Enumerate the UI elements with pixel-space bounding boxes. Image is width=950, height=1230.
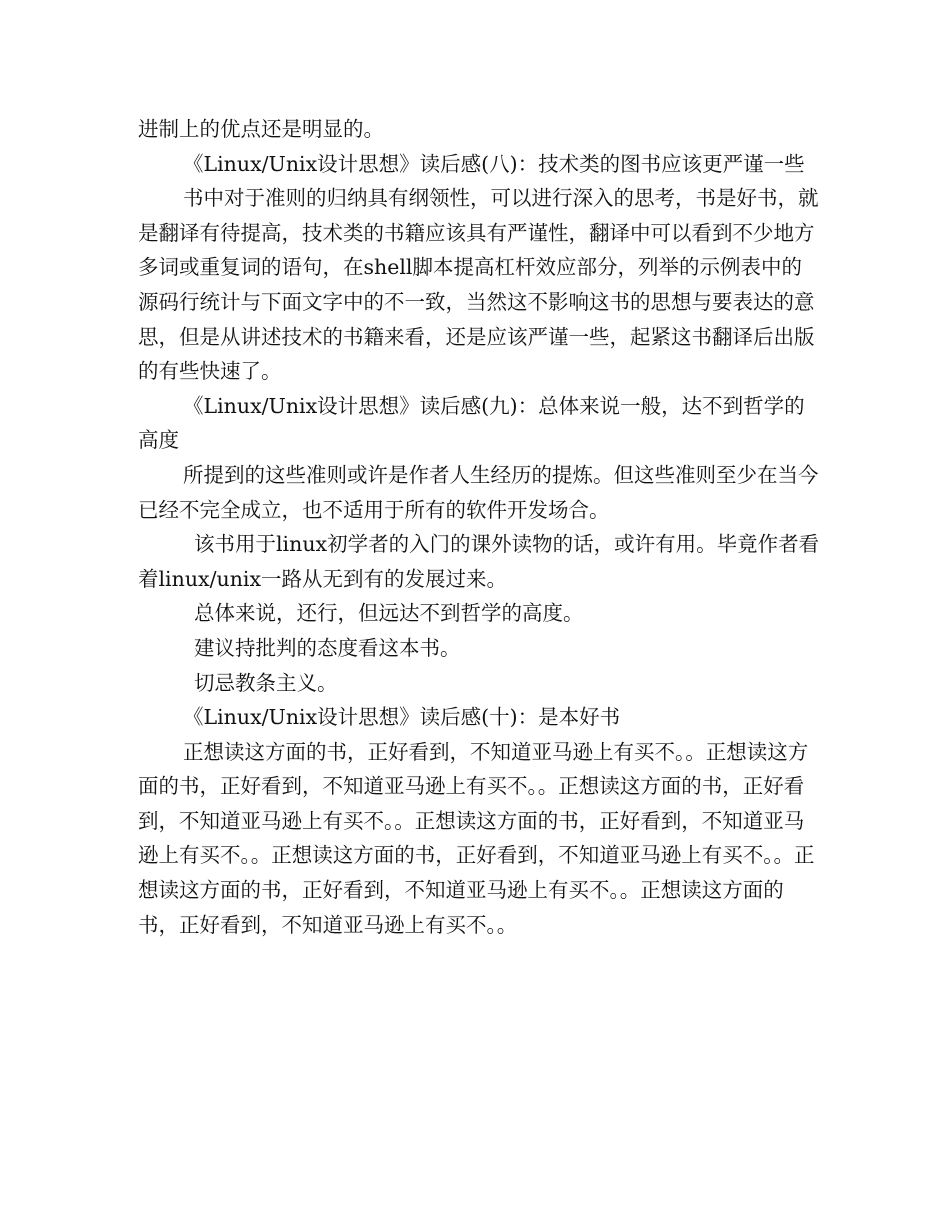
paragraph: 书中对于准则的归纳具有纲领性，可以进行深入的思考，书是好书，就是翻译有待提高，技术类的书籍应该具有严谨性，翻译中可以看到不少地方多词或重复词的语句，在shell脚本提高杠杆效应部分，列举的示例表中的源码行统计与下面文字中的不一致，当然这不影响这书的思想与要表达的意思，但是从讲述技术的书籍来看，还是应该严谨一些，起紧这书翻译后出版的有些快速了。 xyxy=(138,186,819,384)
paragraph: 总体来说，还行，但远达不到哲学的高度。 xyxy=(194,601,584,626)
section-heading: 《Linux/Unix设计思想》读后感(十)：是本好书 xyxy=(183,705,621,730)
section-heading: 《Linux/Unix设计思想》读后感(八)：技术类的图书应该更严谨一些 xyxy=(183,151,805,176)
paragraph: 进制上的优点还是明显的。 xyxy=(138,117,384,141)
paragraph: 所提到的这些准则或许是作者人生经历的提炼。但这些准则至少在当今已经不完全成立，也不适用于所有的软件开发场合。 xyxy=(138,462,819,522)
paragraph: 切忌教条主义。 xyxy=(194,670,338,695)
paragraph: 该书用于linux初学者的入门的课外读物的话，或许有用。毕竟作者看着linux/unix一路从无到有的发展过来。 xyxy=(138,532,820,591)
paragraph: 建议持批判的态度看这本书。 xyxy=(194,635,461,660)
section-heading: 《Linux/Unix设计思想》读后感(九)：总体来说一般，达不到哲学的高度 xyxy=(138,393,805,453)
document-body xyxy=(138,112,822,942)
paragraph: 正想读这方面的书，正好看到，不知道亚马逊上有买不。。正想读这方面的书，正好看到，不知道亚马逊上有买不。。正想读这方面的书，正好看到，不知道亚马逊上有买不。。正想读这方面的书，正好看到，不知道亚马逊上有买不。。正想读这方面的书，正好看到，不知道亚马逊上有买不。。正想读这方面的书，正好看到，不知道亚马逊上有买不。。正想读这方面的书，正好看到，不知道亚马逊上有买不。。 xyxy=(138,739,815,937)
